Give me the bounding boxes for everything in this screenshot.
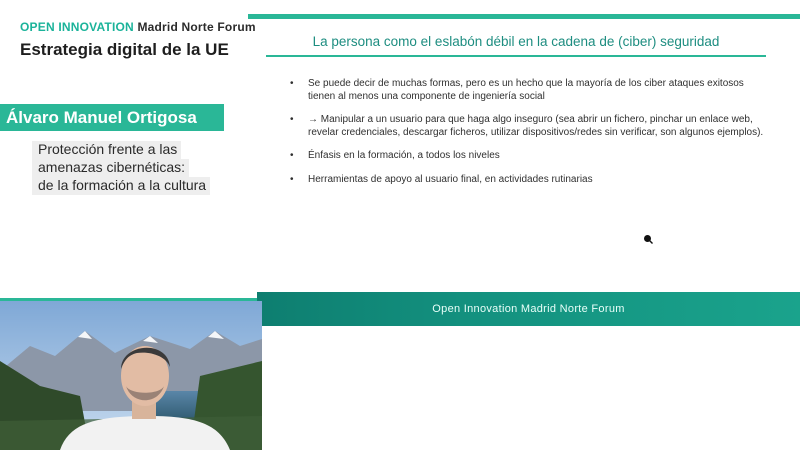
slide-bullet [290, 78, 770, 103]
bullet-icon: • [290, 78, 294, 89]
bullet-icon: • [290, 114, 294, 125]
speaker-webcam-video[interactable] [0, 301, 262, 450]
slide-bullet-text: Se puede decir de muchas formas, pero es un hecho que la mayoría de los ciber ataques exitosos tienen al menos una componente de ingeniería social [308, 78, 744, 102]
page-title: Estrategia digital de la UE [20, 40, 229, 59]
talk-title [32, 141, 210, 195]
talk-title-line: amenazas cibernéticas: [32, 159, 189, 177]
slide-bullet-list [290, 78, 770, 197]
footer-banner: Open Innovation Madrid Norte Forum [257, 292, 800, 326]
talk-title-line: de la formación a la cultura [32, 177, 210, 195]
bullet-icon: • [290, 173, 294, 185]
speaker-name: Álvaro Manuel Ortigosa [0, 104, 224, 131]
slide-bullet-text: Énfasis en la formación, a todos los niveles [308, 150, 500, 161]
slide-bullet [290, 150, 770, 163]
event-header-accent: OPEN INNOVATION [20, 20, 134, 34]
talk-title-line: Protección frente a las [32, 141, 181, 159]
event-header [20, 20, 256, 34]
slide-title: La persona como el eslabón débil en la cadena de (ciber) seguridad [266, 27, 766, 57]
pointer-cursor-icon [643, 234, 653, 244]
slide-bullet-text: → Manipular a un usuario para que haga algo inseguro (sea abrir un fichero, pinchar un enlace web, revelar credenciales, descargar ficheros, utilizar dispositivos/redes sin verificar, son algunos ejemplos). [308, 114, 764, 138]
slide-accent-bar [248, 14, 800, 19]
slide-bullet [290, 174, 770, 187]
slide-bullet [290, 114, 770, 139]
bullet-icon: • [290, 150, 294, 161]
event-header-rest: Madrid Norte Forum [137, 20, 256, 34]
slide-bullet-text: Herramientas de apoyo al usuario final, en actividades rutinarias [308, 173, 593, 185]
